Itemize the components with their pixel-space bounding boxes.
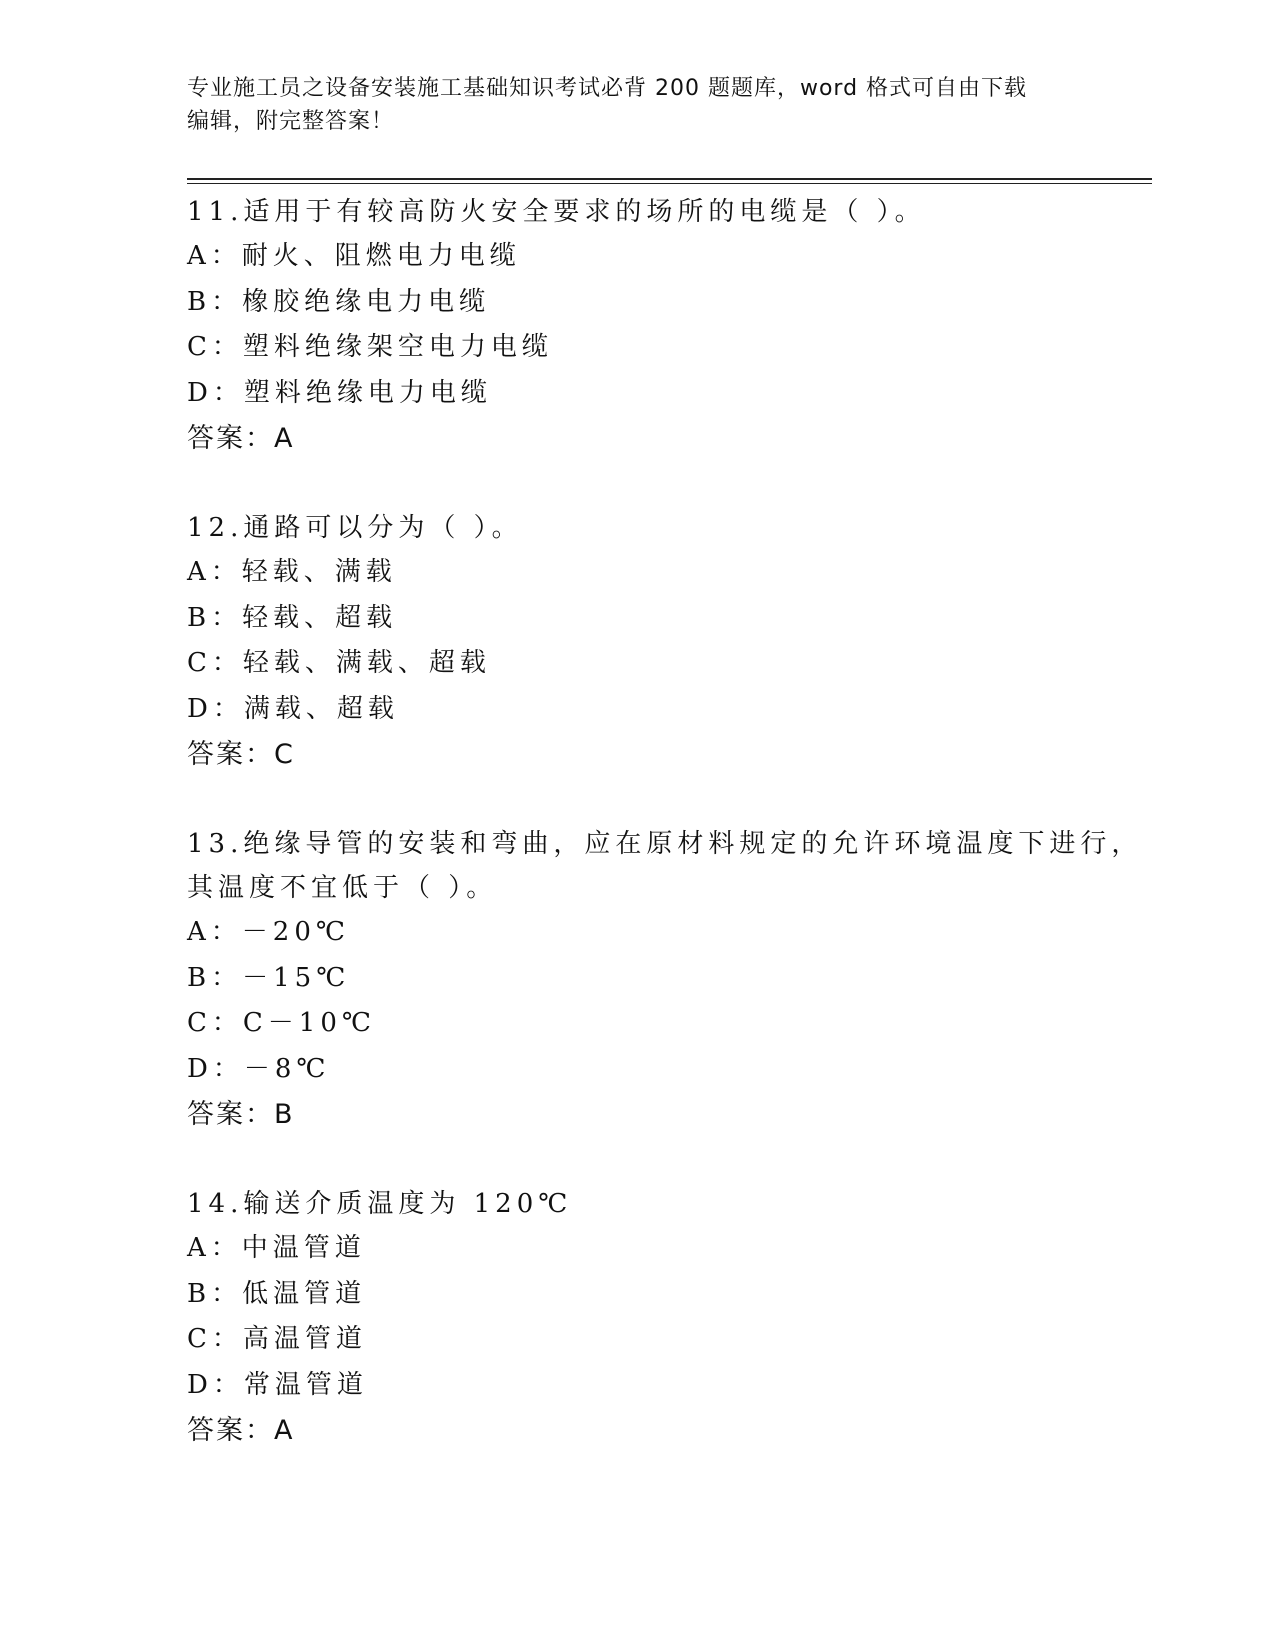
option-c: C：C－10℃: [187, 1008, 376, 1038]
option-d: D：塑料绝缘电力电缆: [187, 377, 492, 408]
answer-line: 答案：A: [187, 423, 295, 454]
question-stem: 14.输送介质温度为 120℃: [187, 1189, 573, 1219]
option-d: D：常温管道: [187, 1369, 368, 1400]
question-stem: 11.适用于有较高防火安全要求的场所的电缆是（ ）。: [187, 197, 926, 227]
question-11: [187, 190, 1147, 462]
option-d: D：－8℃: [187, 1053, 331, 1084]
answer-line: 答案：A: [187, 1415, 295, 1446]
option-b: B：－15℃: [187, 962, 351, 993]
option-a: A：－20℃: [187, 917, 350, 947]
option-b: B：轻载、超载: [187, 602, 398, 633]
question-13: [187, 822, 1147, 1138]
option-a: A：耐火、阻燃电力电缆: [187, 241, 521, 271]
document-header: [187, 72, 1067, 138]
question-12: [187, 506, 1147, 778]
option-a: A：轻载、满载: [187, 557, 397, 587]
header-divider-thick: [187, 178, 1152, 180]
header-line-1: 专业施工员之设备安装施工基础知识考试必背 200 题题库，word 格式可自由下载: [187, 76, 1028, 101]
question-stem-line-1: 13.绝缘导管的安装和弯曲，应在原材料规定的允许环境温度下进行，: [187, 829, 1143, 859]
option-d: D：满载、超载: [187, 693, 399, 724]
question-stem: 12.通路可以分为（ ）。: [187, 513, 523, 543]
question-list: [187, 190, 1147, 1498]
answer-line: 答案：B: [187, 1099, 295, 1130]
option-b: B：橡胶绝缘电力电缆: [187, 286, 491, 317]
question-stem-line-2: 其温度不宜低于（ ）。: [187, 873, 498, 903]
option-c: C：轻载、满载、超载: [187, 648, 491, 678]
question-14: [187, 1182, 1147, 1454]
answer-line: 答案：C: [187, 739, 295, 770]
option-b: B：低温管道: [187, 1278, 367, 1309]
option-c: C：塑料绝缘架空电力电缆: [187, 332, 553, 362]
header-line-2: 编辑，附完整答案！: [187, 109, 395, 134]
option-a: A：中温管道: [187, 1233, 366, 1263]
option-c: C：高温管道: [187, 1324, 367, 1354]
header-divider-thin: [187, 183, 1152, 184]
